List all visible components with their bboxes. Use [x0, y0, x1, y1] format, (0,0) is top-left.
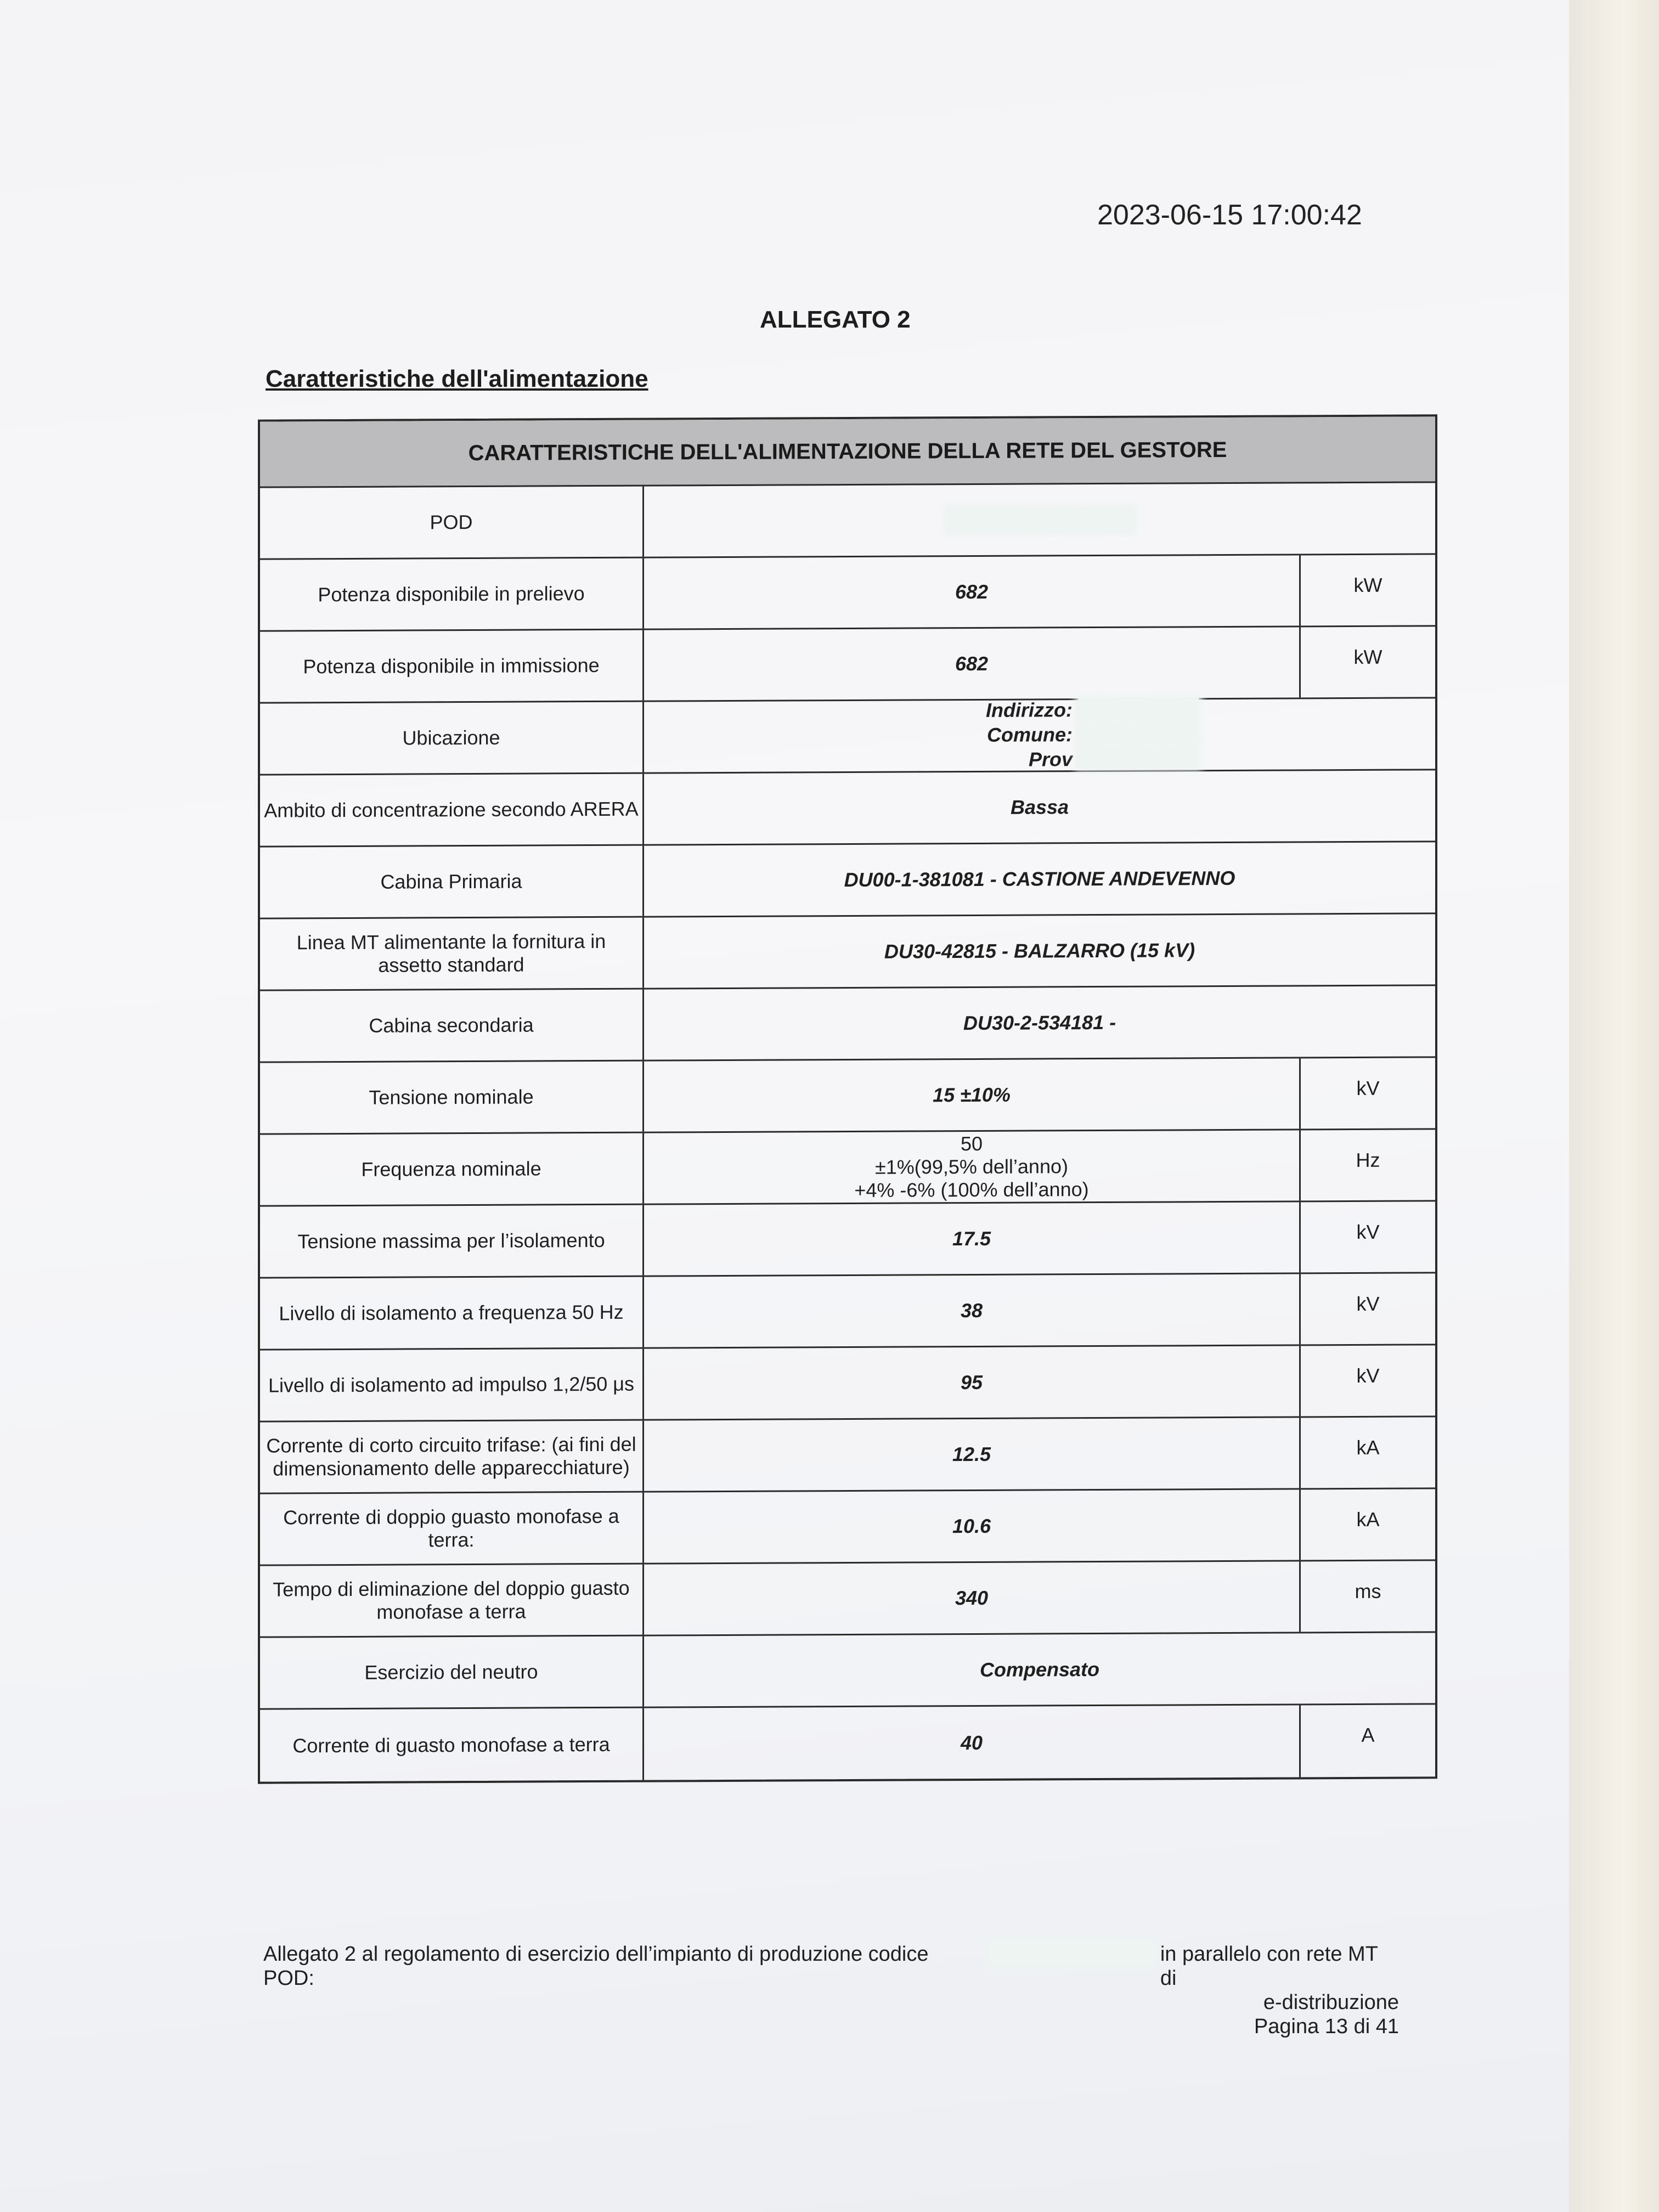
footer-company: e-distribuzione: [1263, 1991, 1399, 2014]
table-row-frequenza: [260, 1130, 1435, 1206]
row-label: Corrente di guasto monofase a terra: [260, 1708, 644, 1782]
table-row-pod: [260, 483, 1435, 560]
row-unit: A: [1299, 1705, 1435, 1777]
table-row-cabina-primaria: [260, 842, 1435, 919]
section-title: Caratteristiche dell'alimentazione: [266, 365, 648, 392]
row-unit: kA: [1299, 1489, 1435, 1560]
row-value: 12.5: [952, 1442, 991, 1466]
row-label: Potenza disponibile in immissione: [260, 630, 644, 702]
background-edge: [1569, 0, 1659, 2212]
frequency-value: 50: [960, 1132, 983, 1155]
indirizzo-label: Indirizzo:: [986, 698, 1073, 721]
row-value: 95: [960, 1370, 983, 1394]
row-value: [644, 1130, 1299, 1203]
prov-label: Prov: [1028, 747, 1073, 771]
table-row-guasto-monofase: [260, 1705, 1435, 1781]
table-row-isolamento-impulso: [260, 1345, 1435, 1422]
row-label: Tempo di eliminazione del doppio guasto monofase a terra: [260, 1565, 644, 1637]
row-label: Corrente di doppio guasto monofase a terra:: [260, 1493, 644, 1565]
table-row-corto-circuito: [260, 1417, 1435, 1494]
row-value: 15 ±10%: [933, 1083, 1011, 1107]
table-row-ambito: [260, 770, 1435, 847]
address-block: [644, 698, 1435, 772]
table-row-tensione-massima: [260, 1201, 1435, 1278]
row-label: Livello di isolamento ad impulso 1,2/50 μs: [260, 1349, 644, 1421]
row-label: Cabina secondaria: [260, 990, 644, 1062]
table-row-prelievo: [260, 555, 1435, 631]
row-label: POD: [260, 487, 644, 558]
row-unit: ms: [1299, 1561, 1435, 1632]
frequency-tolerance-1: ±1%(99,5% dell’anno): [875, 1155, 1068, 1178]
redaction: [991, 1942, 1155, 1966]
row-label: Corrente di corto circuito trifase: (ai fini del dimensionamento delle apparecchiature): [260, 1421, 644, 1493]
row-label: Ubicazione: [260, 702, 644, 774]
row-value: 682: [955, 652, 989, 675]
row-value: Compensato: [979, 1657, 1100, 1681]
pod-value-redacted: [644, 483, 1435, 556]
row-label: Livello di isolamento a frequenza 50 Hz: [260, 1277, 644, 1349]
table-row-ubicazione: [260, 698, 1435, 775]
row-label: Cabina Primaria: [260, 846, 644, 918]
table-row-doppio-guasto: [260, 1489, 1435, 1566]
row-label: Potenza disponibile in prelievo: [260, 558, 644, 630]
row-value: 40: [960, 1731, 983, 1754]
row-value: DU30-42815 - BALZARRO (15 kV): [884, 939, 1195, 963]
row-unit: kV: [1299, 1345, 1435, 1416]
row-label: Linea MT alimentante la fornitura in assetto standard: [260, 918, 644, 990]
row-value: 340: [955, 1586, 989, 1610]
row-value: DU00-1-381081 - CASTIONE ANDEVENNO: [844, 866, 1235, 891]
frequency-tolerance-2: +4% -6% (100% dell’anno): [854, 1178, 1089, 1201]
row-unit: kV: [1299, 1201, 1435, 1272]
footer-text-left: Allegato 2 al regolamento di esercizio dell’impianto di produzione codice POD:: [263, 1943, 929, 1990]
table-row-isolamento-50hz: [260, 1273, 1435, 1350]
row-value: DU30-2-534181 -: [963, 1011, 1116, 1035]
table-row-linea-mt: [260, 914, 1435, 991]
redaction: [1078, 747, 1199, 768]
row-unit: kA: [1299, 1417, 1435, 1488]
row-value: Bassa: [1010, 795, 1069, 819]
table-row-neutro: [260, 1633, 1435, 1709]
row-value: 38: [960, 1299, 983, 1322]
comune-label: Comune:: [987, 723, 1073, 746]
row-unit: kW: [1299, 627, 1435, 697]
table-row-cabina-secondaria: [260, 986, 1435, 1063]
row-label: Tensione nominale: [260, 1062, 644, 1133]
row-label: Esercizio del neutro: [260, 1637, 644, 1708]
row-value: 10.6: [952, 1514, 991, 1538]
row-label: Frequenza nominale: [260, 1133, 644, 1205]
row-unit: kV: [1299, 1058, 1435, 1128]
footer-text-right: in parallelo con rete MT di: [1160, 1943, 1378, 1990]
row-label: Ambito di concentrazione secondo ARERA: [260, 774, 644, 846]
table-row-immissione: [260, 627, 1435, 703]
table-row-tempo-eliminazione: [260, 1561, 1435, 1638]
redaction: [946, 507, 1133, 532]
row-label: Tensione massima per l’isolamento: [260, 1205, 644, 1277]
row-unit: Hz: [1299, 1130, 1435, 1200]
redaction: [1078, 723, 1199, 743]
page-footer: [263, 1942, 1399, 2039]
page-number: Pagina 13 di 41: [1254, 2015, 1399, 2038]
print-timestamp: 2023-06-15 17:00:42: [1097, 199, 1362, 231]
row-unit: kW: [1299, 555, 1435, 625]
redaction: [1078, 698, 1199, 718]
table-row-tensione-nominale: [260, 1058, 1435, 1135]
attachment-title: ALLEGATO 2: [760, 306, 911, 333]
row-value: 17.5: [952, 1227, 991, 1250]
table-header: CARATTERISTICHE DELL'ALIMENTAZIONE DELLA RETE DEL GESTORE: [260, 416, 1435, 488]
supply-characteristics-table: [258, 414, 1437, 1784]
row-unit: kV: [1299, 1273, 1435, 1344]
row-value: 682: [955, 580, 989, 603]
